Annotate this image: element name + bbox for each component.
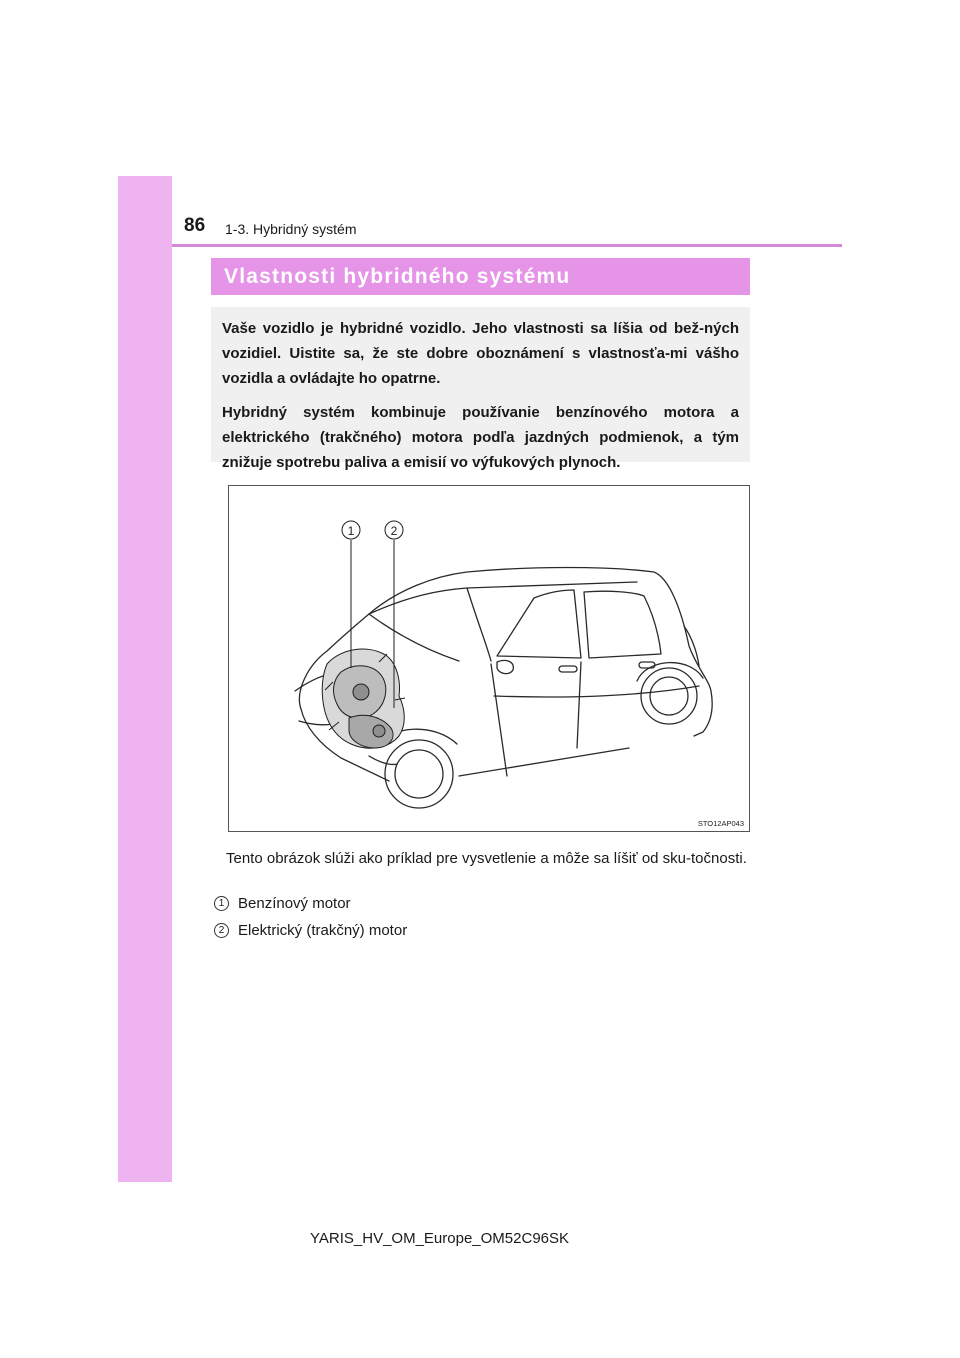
figure-callout-1: 1	[347, 524, 355, 538]
figure-callout-2: 2	[390, 524, 398, 538]
figure-code: STO12AP043	[697, 819, 744, 828]
car-illustration-icon	[229, 486, 749, 831]
legend-item	[214, 920, 407, 942]
header-divider	[172, 244, 842, 247]
chapter-side-tab	[118, 176, 172, 1182]
chapter-title: 1-3. Hybridný systém	[225, 221, 357, 237]
footer-doc-id: YARIS_HV_OM_Europe_OM52C96SK	[310, 1230, 570, 1247]
legend-label: Elektrický (trakčný) motor	[238, 922, 408, 939]
intro-paragraph: Hybridný systém kombinuje používanie benzínového motora a elektrického (trakčného) motora podľa jazdných podmienok, a tým znižuje spotrebu paliva a emisií vo výfukových plynoch.	[222, 404, 739, 471]
intro-box	[211, 307, 750, 471]
intro-paragraph: Vaše vozidlo je hybridné vozidlo. Jeho vlastnosti sa líšia od bež-ných vozidiel. Uistite sa, že ste dobre oboznámení s vlastnosťa-mi vášho vozidla a ovládajte ho opatrne.	[222, 320, 739, 387]
section-title: Vlastnosti hybridného systému	[211, 258, 750, 295]
figure-frame	[228, 485, 750, 832]
legend-number-badge: 1	[214, 896, 229, 911]
figure-caption: Tento obrázok slúži ako príklad pre vysvetlenie a môže sa líšiť od sku-točnosti.	[226, 850, 747, 867]
legend-label: Benzínový motor	[238, 895, 351, 912]
legend-item	[214, 893, 351, 915]
page-number: 86	[184, 215, 206, 236]
legend-number-badge: 2	[214, 923, 229, 938]
